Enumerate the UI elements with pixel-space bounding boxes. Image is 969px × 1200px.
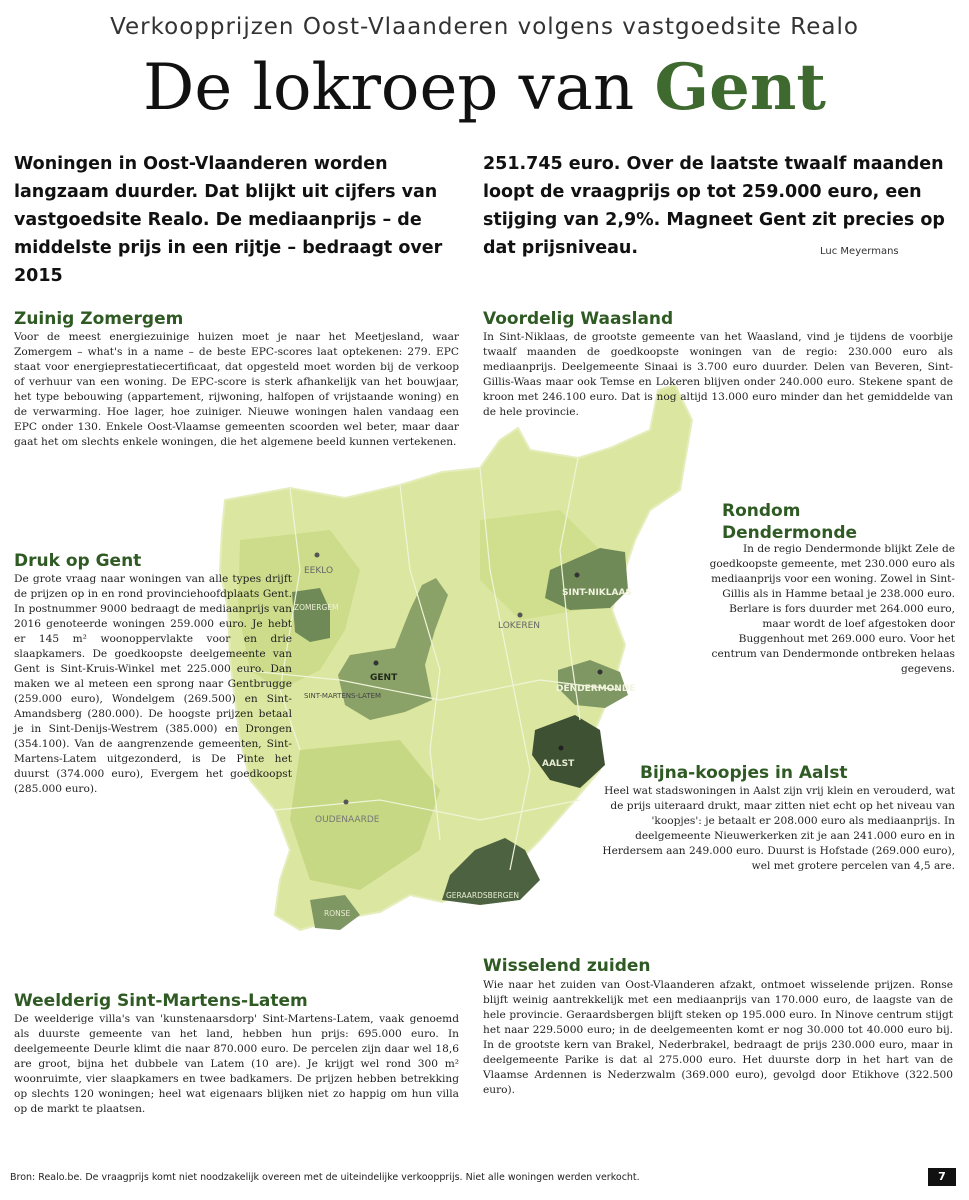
byline: Luc Meyermans — [820, 246, 899, 257]
waasland-paragraph: In Sint-Niklaas, de grootste gemeente van het Waasland, vind je tijdens de voorbije twaalf maanden de goedkoopste woningen van de regio: 230.000 euro als mediaanprijs. Deelgemeente Sinaai is 3.700 euro duurder. Delen van Beveren, Sint-Gillis-Waas maar ook Temse en Lokeren blijven onder 240.000 euro. Stekene spant de kroon met 246.100 euro. Dat is nog altijd 13.000 euro minder dan het gemiddelde van de hele provincie. — [483, 331, 953, 418]
map-label-oudenaarde: OUDENAARDE — [315, 815, 380, 825]
section-text-zuiden — [483, 978, 953, 1098]
intro-left: Woningen in Oost-Vlaanderen worden langzaam duurder. Dat blijkt uit cijfers van vastgoedsite Realo. De mediaanprijs – de middelste prijs in een rijtje – bedraagt over 2015 — [14, 154, 443, 286]
map-label-geraardsbergen: GERAARDSBERGEN — [446, 891, 519, 900]
headline-part1: De lokroep van — [143, 51, 655, 125]
map-dot-dendermonde — [598, 670, 603, 675]
section-title-gent: Druk op Gent — [14, 551, 142, 571]
zuiden-paragraph: Wie naar het zuiden van Oost-Vlaanderen afzakt, ontmoet wisselende prijzen. Ronse blijft weinig aantrekkelijk met een mediaanprijs van 170.000 euro, de laagste van de hele provincie. Geraardsbergen blijft steken op 195.000 euro. In Ninove centrum stijgt het naar 229.5000 euro; in de deelgemeenten komt er nog 30.000 tot 40.000 euro bij. In de grootste kern van Brakel, Nederbrakel, bedraagt de prijs 230.000 euro, maar in deelgemeente Parike is dat al 275.000 euro. Het duurste dorp in het hart van de Vlaamse Ardennen is Nederzwalm (369.000 euro), gevolgd door Etikhove (322.500 euro). — [483, 979, 953, 1096]
map-label-ronse: RONSE — [324, 909, 351, 918]
kicker: Verkoopprijzen Oost-Vlaanderen volgens vastgoedsite Realo — [110, 14, 859, 40]
aalst-paragraph: Heel wat stadswoningen in Aalst zijn vrij klein en verouderd, wat de prijs uiteraard drukt, maar zitten niet echt op het niveau van 'koopjes': je betaalt er 208.000 euro als mediaanprijs. In deelgemeente Nieuwerkerken zit je aan 241.000 euro en in Herdersem aan 249.000 euro. Duurst is Hofstade (269.000 euro), wel met grotere percelen van 4,5 are. — [602, 785, 955, 872]
gent-paragraph: De grote vraag naar woningen van alle types drijft de prijzen op in en rond provinciehoofdplaats Gent. In postnummer 9000 bedraagt de mediaanprijs van 2016 genoteerde woningen 259.000 euro. Je hebt er 145 m² woonoppervlakte voor en drie slaapkamers. De goedkoopste deelgemeente van Gent is Sint-Kruis-Winkel met 225.000 euro. Dan maken we al meteen een sprong naar Gentbrugge (259.000 euro), Wondelgem (269.500) en Sint-Amandsberg (280.000). De hoogste prijzen betaal je in Sint-Denijs-Westrem (385.000) en Drongen (354.100). Van de aangrenzende gemeenten, Sint-Martens-Latem uitgezonderd, is De Pinte het duurst (374.000 euro), Evergem het goedkoopst (285.000 euro). — [14, 573, 292, 795]
map-dot-aalst — [559, 746, 564, 751]
map-label-dendermonde: DENDERMONDE — [556, 684, 636, 694]
map-dot-sintniklaas — [575, 573, 580, 578]
map-dot-eeklo — [315, 553, 320, 558]
section-title-zuiden: Wisselend zuiden — [483, 956, 651, 976]
latem-paragraph: De weelderige villa's van 'kunstenaarsdorp' Sint-Martens-Latem, vaak genoemd als duurste gemeente van het land, hebben hun prijs: 695.000 euro. In deelgemeente Deurle klimt die naar 870.000 euro. De percelen zijn daar wel 18,6 are groot, bijna het dubbele van Latem (10 are). Je krijgt wel rond 300 m² woonruimte, vier slaapkamers en twee badkamers. De prijzen hebben betrekking op slechts 120 woningen; heel wat eigenaars blijken niet zo happig om hun villa op de markt te plaatsen. — [14, 1013, 459, 1115]
section-text-waasland — [483, 330, 953, 420]
dendermonde-title-line2: Dendermonde — [722, 523, 858, 543]
map-dot-gent — [374, 661, 379, 666]
source-note: Bron: Realo.be. De vraagprijs komt niet noodzakelijk overeen met de uiteindelijke verkoopprijs. Niet alle woningen werden verkocht. — [10, 1172, 640, 1183]
section-text-aalst — [600, 784, 955, 874]
map-label-sintniklaas: SINT-NIKLAAS — [562, 588, 632, 598]
map-label-eeklo: EEKLO — [304, 566, 334, 576]
zomergem-paragraph: Voor de meest energiezuinige huizen moet je naar het Meetjesland, waar Zomergem – what's in a name – de beste EPC-scores laat optekenen: 279. EPC staat voor energieprestatiecertificaat, dat opgesteld moet worden bij de verkoop of verhuur van een woning. De EPC-score is sterk afhankelijk van het bouwjaar, het type bebouwing (appartement, rijwoning, halfopen of vrijstaande woning) en de verwarming. Hoe lager, hoe zuiniger. Nieuwe woningen halen vandaag een EPC onder 130. Enkele Oost-Vlaamse gemeenten scoorden wel beter, maar daar gaat het om slechts enkele woningen, die het algemene beeld kunnen vertekenen. — [14, 331, 459, 448]
section-title-latem: Weelderig Sint-Martens-Latem — [14, 991, 308, 1011]
headline-accent: Gent — [654, 50, 826, 125]
section-title-waasland: Voordelig Waasland — [483, 309, 674, 329]
section-text-zomergem — [14, 330, 459, 450]
section-text-latem — [14, 1012, 459, 1117]
map-dot-oudenaarde — [344, 800, 349, 805]
dendermonde-title-line1: Rondom — [722, 501, 801, 521]
headline — [0, 50, 969, 126]
map-dot-lokeren — [518, 613, 523, 618]
section-title-zomergem: Zuinig Zomergem — [14, 309, 184, 329]
map-label-aalst: AALST — [542, 759, 575, 769]
section-title-aalst: Bijna-koopjes in Aalst — [640, 763, 848, 783]
intro-right: 251.745 euro. Over de laatste twaalf maanden loopt de vraagprijs op tot 259.000 euro, een stijging van 2,9%. Magneet Gent zit precies op dat prijsniveau. — [483, 154, 945, 258]
map-label-gent: GENT — [370, 673, 398, 683]
map-label-zomergem: ZOMERGEM — [294, 603, 339, 612]
map-label-lokeren: LOKEREN — [498, 621, 541, 631]
page-number: 7 — [928, 1168, 956, 1186]
section-title-dendermonde — [722, 500, 962, 544]
section-text-dendermonde — [700, 542, 955, 677]
dendermonde-paragraph: In de regio Dendermonde blijkt Zele de goedkoopste gemeente, met 230.000 euro als mediaanprijs voor een woning. Zowel in Sint-Gillis als in Hamme betaal je 238.000 euro. Berlare is fors duurder met 264.000 euro, maar wordt de loef afgestoken door Buggenhout met 269.000 euro. Voor het centrum van Dendermonde ontbreken helaas gegevens. — [709, 543, 955, 675]
section-text-gent — [14, 572, 292, 797]
map-label-latem: SINT-MARTENS-LATEM — [304, 692, 382, 700]
